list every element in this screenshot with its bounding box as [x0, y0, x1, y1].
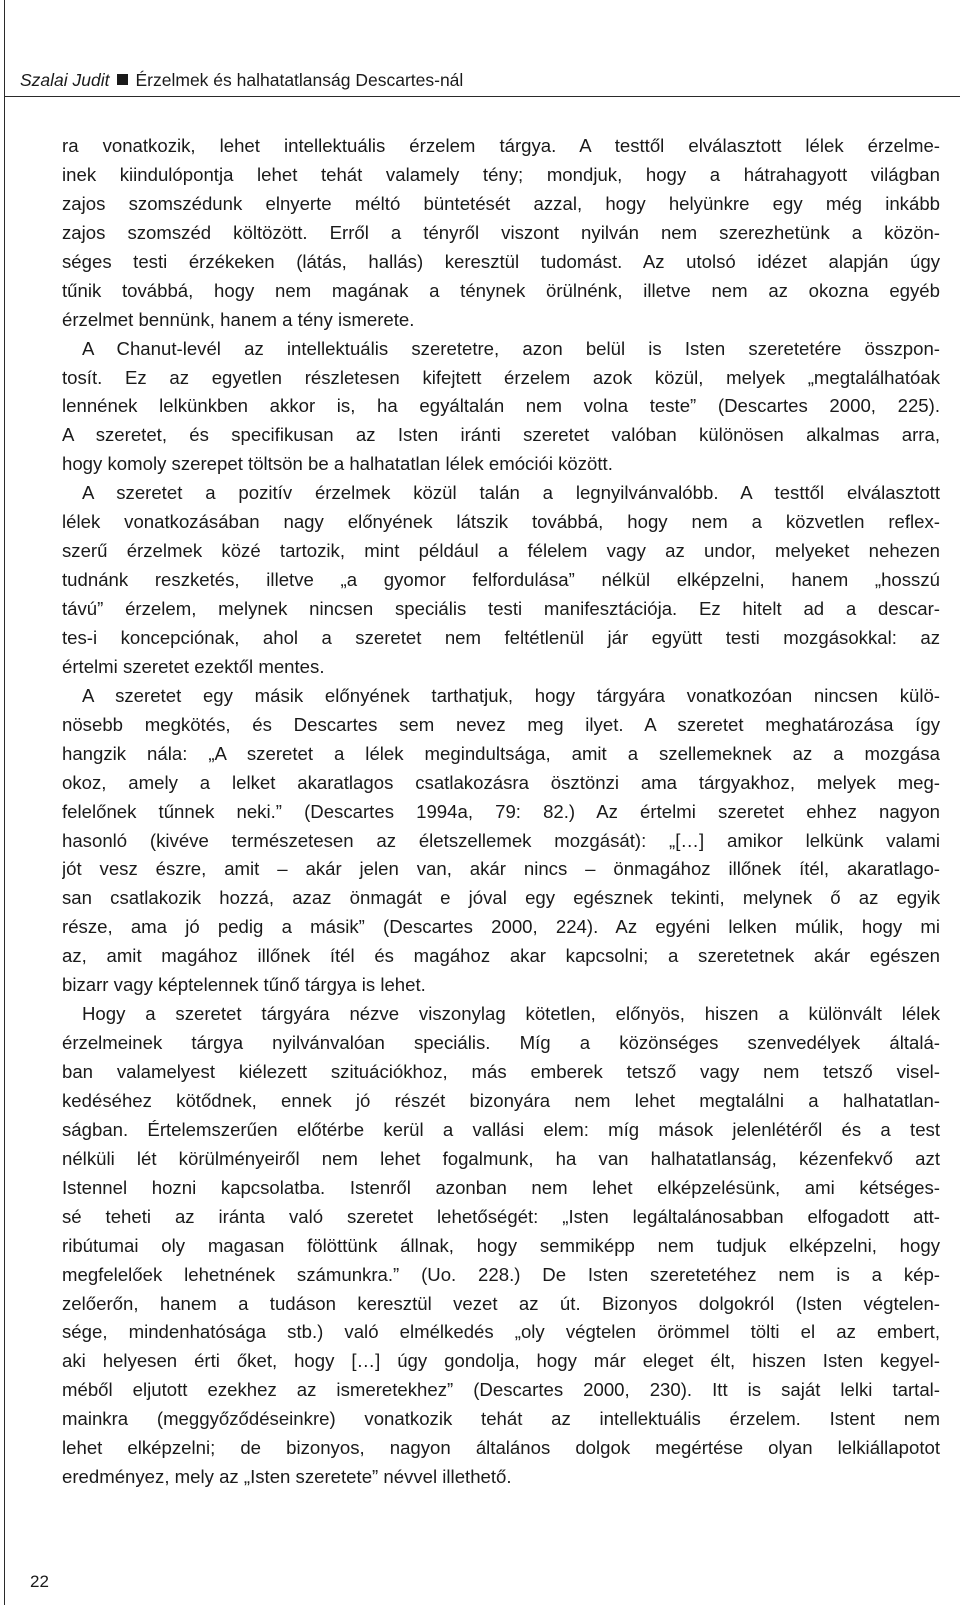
text-line: zajos szomszéd költözött. Erről a tényről viszont nyilván nem szerezhetünk a közön-	[62, 221, 940, 243]
text-line: tosít. Ez az egyetlen részletesen kifejtett érzelem azok közül, melyek „megtalálhatóak	[62, 366, 940, 388]
page-frame-header-rule	[4, 96, 960, 97]
text-line: sége, mindenhatósága stb.) való elmélkedés „oly végtelen örömmel tölti el az embert,	[62, 1321, 940, 1343]
square-bullet-icon	[117, 74, 128, 85]
text-line: eredményez, mely az „Isten szeretete” névvel illethető.	[62, 1466, 512, 1488]
text-line: A Chanut-levél az intellektuális szeretetre, azon belül is Isten szeretetére összpon-	[82, 337, 940, 359]
text-line: ra vonatkozik, lehet intellektuális érzelem tárgya. A testtől elválasztott lélek érzelme-	[62, 135, 940, 156]
text-line: szerű érzelmek közé tartozik, mint például a félelem vagy az undor, melyeket nehezen	[62, 540, 940, 562]
text-line: része, ama jó pedig a másik” (Descartes 2000, 224). Az egyéni lelken múlik, hogy mi	[62, 916, 940, 938]
text-line: san csatlakozik hozzá, azaz önmagát e jóval egy egésznek tekinti, melynek ő az egyik	[62, 887, 940, 909]
text-line: távú” érzelem, melynek nincsen speciális testi manifesztációja. Ez hitelt ad a descar-	[62, 598, 940, 619]
text-line: tes-i koncepciónak, ahol a szeretet nem feltétlenül jár együtt testi mozgásokkal: az	[62, 626, 940, 648]
text-line: zelőerőn, hanem a tudáson keresztül vezet az út. Bizonyos dolgokról (Isten végtelen-	[62, 1292, 940, 1314]
text-line: bizarr vagy képtelennek tűnő tárgya is lehet.	[62, 974, 426, 996]
text-line: A szeretet egy másik előnyének tarthatjuk, hogy tárgyára vonatkozóan nincsen külö-	[82, 684, 940, 706]
page-number: 22	[30, 1572, 49, 1591]
text-line: értelmi szeretet ezektől mentes.	[62, 655, 325, 677]
text-line: méből eljutott ezekhez az ismeretekhez” (Descartes 2000, 230). Itt is saját lelki tartal-	[62, 1379, 940, 1401]
text-line: okoz, amely a lelket akaratlagos csatlakozásra ösztönzi ama tárgyakhoz, melyek meg-	[62, 771, 940, 793]
text-line: sé teheti az iránta való szeretet lehetőségét: „Isten legáltalánosabban elfogadott att-	[62, 1205, 940, 1227]
text-line: aki helyesen érti őket, hogy […] úgy gondolja, hogy már eleget élt, hiszen Isten kegyel-	[62, 1350, 940, 1372]
text-line: ribútumai oly magasan fölöttünk állnak, hogy semmiképp nem tudjuk elképzelni, hogy	[62, 1234, 940, 1256]
text-line: nélküli lét körülményeiről nem lehet fogalmunk, ha van halhatatlanság, kézenfekvő azt	[62, 1147, 940, 1169]
text-line: lehet elképzelni; de bizonyos, nagyon általános dolgok megértése olyan lelkiállapotot	[62, 1437, 940, 1459]
text-line: Hogy a szeretet tárgyára nézve viszonylag kötetlen, előnyös, hiszen a különvált lélek	[82, 1003, 940, 1025]
text-line: ban valamelyest kiélezett szituációkhoz, más emberek tetsző vagy nem tetsző visel-	[62, 1061, 940, 1082]
text-line: nösebb megkötés, és Descartes sem nevez meg ilyet. A szeretet meghatározása így	[62, 713, 940, 735]
running-head	[20, 70, 463, 90]
text-line: zajos szomszédunk elnyerte méltó büntetését azzal, hogy helyünkre egy még inkább	[62, 192, 940, 214]
text-line: hogy komoly szerepet töltsön be a halhatatlan lélek emóciói között.	[62, 453, 613, 475]
running-head-author: Szalai Judit	[20, 70, 110, 90]
text-line: kedéséhez kötődnek, ennek jó részét bizonyára nem lehet megtalálni a halhatatlan-	[62, 1089, 940, 1111]
text-line: inek kiindulópontja lehet tehát valamely tény; mondjuk, hogy a hátrahagyott világban	[62, 163, 940, 185]
text-line: hangzik nála: „A szeretet a lélek megindultsága, amit a szellemeknek az a mozgása	[62, 742, 940, 764]
text-line: A szeretet a pozitív érzelmek közül talán a legnyilvánvalóbb. A testtől elválasztott	[82, 482, 940, 504]
text-line: ságban. Értelemszerűen előtérbe kerül a vallási elem: míg mások jelenlétéről és a test	[62, 1118, 940, 1140]
text-line: tudnánk reszketés, illetve „a gyomor felfordulása” nélkül elképzelni, hanem „hosszú	[62, 569, 940, 591]
text-line: lennének lelkünkben akkor is, ha egyáltalán nem volna teste” (Descartes 2000, 225).	[62, 395, 940, 417]
text-line: jót vesz észre, amit – akár jelen van, akár nincs – önmagához illőnek ítél, akaratlago-	[62, 858, 940, 880]
text-line: Istennel hozni kapcsolatba. Istenről azonban nem lehet elképzelésünk, ami kétséges-	[62, 1176, 940, 1198]
text-line: felelőnek tűnnek neki.” (Descartes 1994a, 79: 82.) Az értelmi szeretet ehhez nagyon	[62, 800, 940, 822]
text-line: az, amit magához illőnek ítél és magához akar kapcsolni; a szeretetnek akár egészen	[62, 945, 940, 967]
text-line: érzelmeinek tárgya nyilvánvalóan speciális. Míg a közönséges szenvedélyek általá-	[62, 1032, 940, 1054]
text-line: megfelelőek lehetnének számunkra.” (Uo. 228.) De Isten szeretetéhez nem is a kép-	[62, 1263, 940, 1285]
page-frame-left-rule	[4, 0, 5, 1605]
text-line: séges testi érzékeken (látás, hallás) keresztül tudomást. Az utolsó idézet alapján úgy	[62, 250, 940, 272]
text-line: lélek vonatkozásában nagy előnyének látszik továbbá, hogy nem a közvetlen reflex-	[62, 511, 940, 533]
text-line: hasonló (kivéve természetesen az életszellemek mozgását): „[…] amikor lelkünk valami	[62, 829, 940, 851]
running-head-title: Érzelmek és halhatatlanság Descartes-nál	[135, 70, 464, 90]
text-line: mainkra (meggyőződéseinkre) vonatkozik tehát az intellektuális érzelem. Istent nem	[62, 1408, 940, 1430]
text-line: A szeretet, és specifikusan az Isten iránti szeretet valóban különösen alkalmas arra,	[62, 424, 940, 446]
body-text	[62, 132, 940, 1492]
text-line: érzelmet bennünk, hanem a tény ismerete.	[62, 308, 415, 330]
text-line: tűnik továbbá, hogy nem magának a ténynek örülnénk, illetve nem az okozna egyéb	[62, 279, 940, 301]
